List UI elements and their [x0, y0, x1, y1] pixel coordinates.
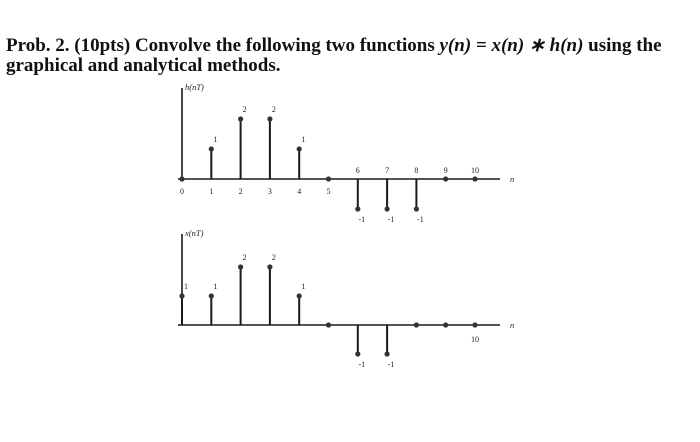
- stem-dot: [443, 176, 448, 181]
- index-label: 2: [238, 187, 243, 196]
- stem-dot: [414, 206, 419, 211]
- index-label: 6: [355, 166, 360, 175]
- value-label: -1: [387, 215, 395, 224]
- value-label: -1: [358, 360, 366, 369]
- plot-title: h(nT): [185, 82, 204, 92]
- index-label: 10: [471, 335, 479, 344]
- stem-dot: [326, 176, 331, 181]
- index-label: 10: [471, 166, 479, 175]
- value-label: 2: [271, 105, 276, 114]
- stem-dot: [443, 322, 448, 327]
- x-axis-label: n: [510, 174, 515, 184]
- value-label: 1: [213, 135, 218, 144]
- problem-tail: using the graphical and analytical methods.: [6, 35, 662, 76]
- stem-dot: [179, 176, 184, 181]
- stem-dot: [238, 264, 243, 269]
- stem-dot: [326, 322, 331, 327]
- x-axis-label: n: [510, 320, 515, 330]
- stem-plot-x: [178, 228, 514, 369]
- index-label: 8: [414, 166, 419, 175]
- value-label: 1: [301, 282, 306, 291]
- value-label: 1: [213, 282, 218, 291]
- index-label: 7: [385, 166, 390, 175]
- stem-dot: [297, 293, 302, 298]
- convolution-equation: y(n) = x(n) ∗ h(n): [439, 35, 584, 56]
- stem-dot: [385, 206, 390, 211]
- index-label: 5: [326, 187, 331, 196]
- stem-dot: [267, 264, 272, 269]
- stem-dot: [238, 116, 243, 121]
- stem-dot: [209, 146, 214, 151]
- index-label: 0: [180, 187, 184, 196]
- stem-dot: [472, 176, 477, 181]
- value-label: 2: [242, 105, 247, 114]
- value-label: -1: [387, 360, 395, 369]
- index-label: 3: [267, 187, 272, 196]
- problem-lead: Prob. 2. (10pts) Convolve the following two functions: [6, 35, 440, 56]
- stem-dot: [385, 351, 390, 356]
- stem-dot: [297, 146, 302, 151]
- stem-dot: [472, 322, 477, 327]
- value-label: -1: [417, 215, 424, 224]
- stem-dot: [209, 293, 214, 298]
- stem-dot: [267, 116, 272, 121]
- index-label: 9: [443, 166, 448, 175]
- stem-dot: [355, 206, 360, 211]
- stem-dot: [179, 293, 184, 298]
- plot-title: x(nT): [185, 228, 204, 238]
- stem-dot: [414, 322, 419, 327]
- value-label: 2: [242, 253, 247, 262]
- stem-dot: [355, 351, 360, 356]
- index-label: 1: [209, 187, 214, 196]
- index-label: 4: [297, 187, 302, 196]
- value-label: 1: [184, 282, 188, 291]
- value-label: -1: [358, 215, 366, 224]
- value-label: 1: [301, 135, 306, 144]
- stem-plot-h: [178, 82, 514, 224]
- value-label: 2: [271, 253, 276, 262]
